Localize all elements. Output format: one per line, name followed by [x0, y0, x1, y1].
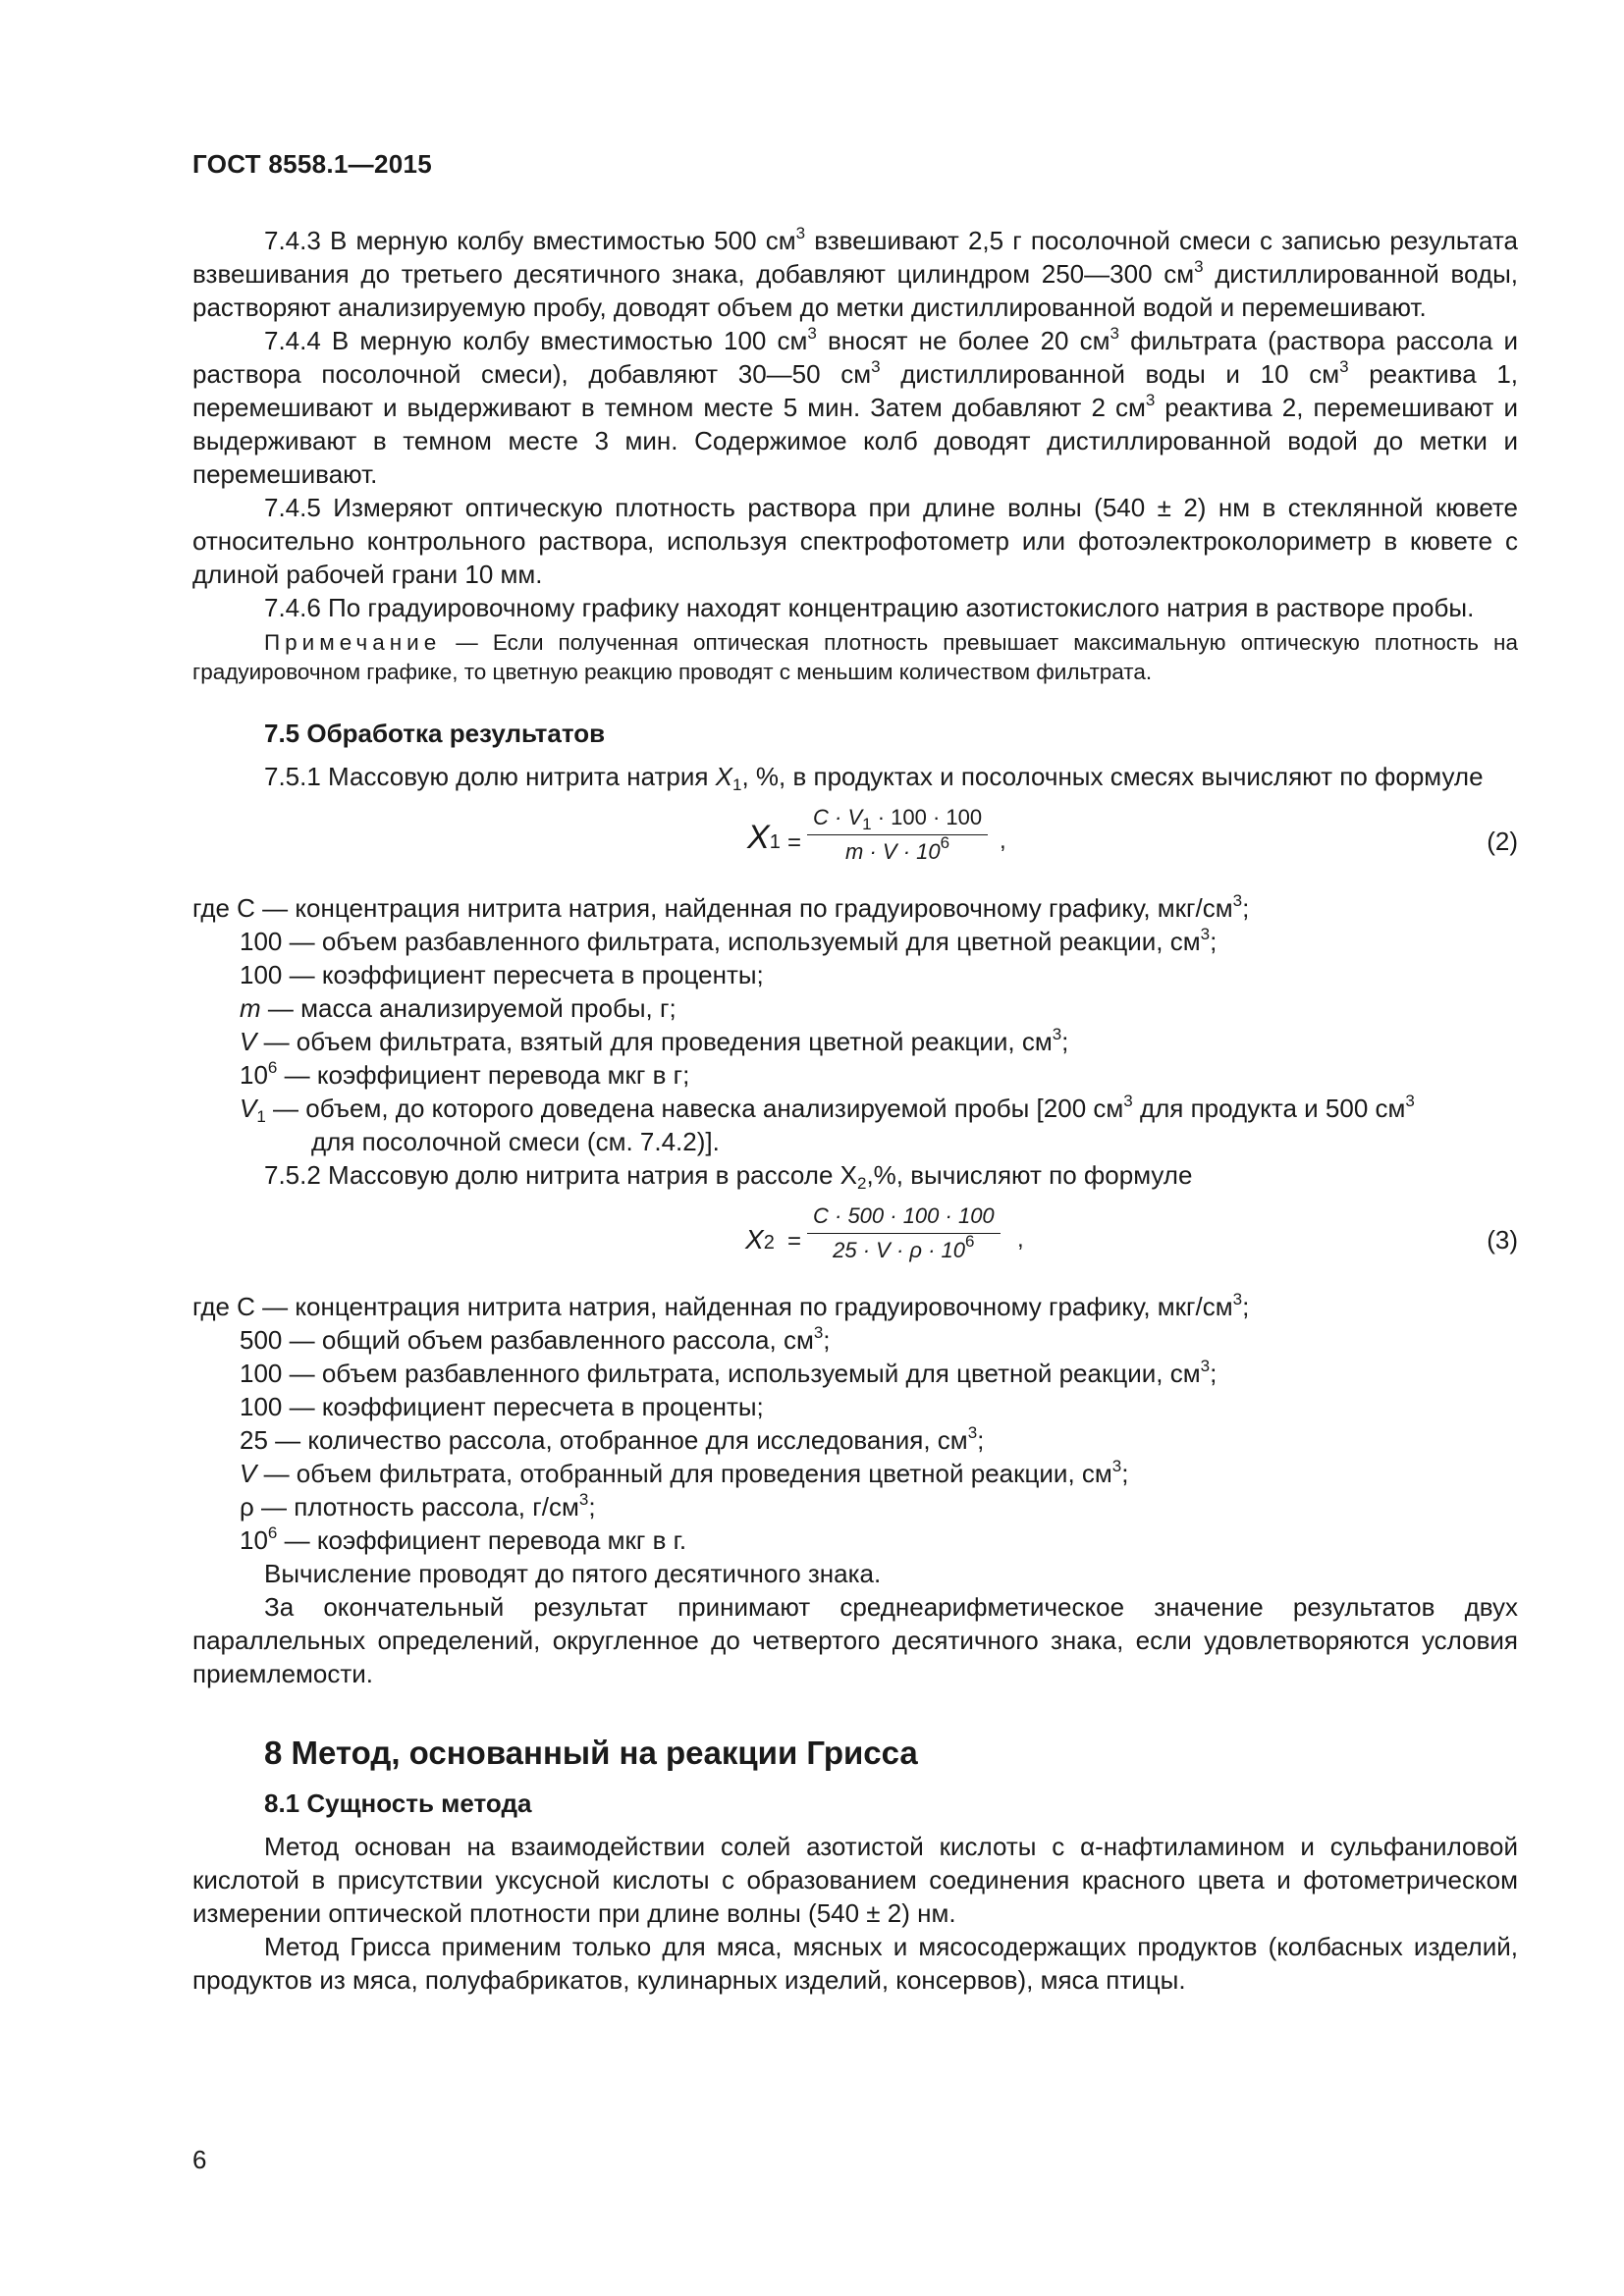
text: 7.5.2 Массовую долю нитрита натрия в рассоле X	[264, 1160, 857, 1190]
superscript: 3	[1200, 1357, 1211, 1375]
fraction-denominator	[807, 1234, 1001, 1265]
text: 7.4.3 В мерную колбу вместимостью 500 см	[264, 226, 796, 255]
text: — объем, до которого доведена навеска анализируемой пробы [200 см	[265, 1094, 1124, 1123]
superscript: 3	[1200, 925, 1211, 943]
text: ;	[1210, 1359, 1218, 1388]
text: ;	[1242, 1292, 1250, 1321]
subscript: 1	[862, 815, 872, 833]
superscript: 3	[871, 357, 881, 376]
text: реактива 1, перемешивают и выдерживают в темном месте 5 мин. Затем добавляют 2 см	[192, 359, 1519, 422]
paragraph-7-4-4	[192, 324, 1518, 491]
definition-v	[240, 1025, 1518, 1058]
text: где С — концентрация нитрита натрия, найденная по градуировочному графику, мкг/см	[192, 1292, 1233, 1321]
paragraph-7-4-6: 7.4.6 По градуировочному графику находят концентрацию азотистокислого натрия в растворе пробы.	[264, 593, 1475, 622]
paragraph-final-result: За окончательный результат принимают среднеарифметическое значение результатов двух параллельных определений, округленное до четвертого десятичного знака, если удовлетворяются условия приемлемости.	[192, 1592, 1518, 1688]
denominator-vars: 25 · V · ρ · 10	[833, 1238, 966, 1262]
definition-25	[240, 1423, 1518, 1457]
text: — объем фильтрата, взятый для проведения цветной реакции, см	[256, 1027, 1053, 1056]
equals-sign: =	[787, 1228, 802, 1255]
paragraph-8-1-principle: Метод основан на взаимодействии солей азотистой кислоты с α-нафтиламином и сульфаниловой кислотой в присутствии уксусной кислоты с образованием соединения красного цвета и фотометрическом измерении оптической плотности при длине волны (540 ± 2) нм.	[192, 1832, 1518, 1928]
section-8-title: 8 Метод, основанный на реакции Грисса	[264, 1735, 918, 1771]
superscript: 3	[578, 1490, 589, 1509]
variable: V	[240, 1094, 257, 1123]
paragraph-8-1-scope: Метод Грисса применим только для мяса, мясных и мясосодержащих продуктов (колбасных изделий, продуктов из мяса, полуфабрикатов, кулинарных изделий, консервов), мяса птицы.	[192, 1932, 1518, 1995]
numerator: C · 500 · 100 · 100	[813, 1203, 995, 1228]
definition-100-filtrate	[240, 925, 1518, 958]
superscript: 6	[940, 833, 950, 852]
definition-rho	[240, 1490, 1518, 1523]
document-header: ГОСТ 8558.1—2015	[192, 149, 433, 179]
subscript: 1	[256, 1107, 266, 1126]
subscript: 1	[769, 831, 781, 853]
page-number: 6	[192, 2145, 207, 2174]
text: 100 — объем разбавленного фильтрата, используемый для цветной реакции, см	[240, 1359, 1201, 1388]
formula-2	[192, 803, 1518, 881]
superscript: 3	[1145, 391, 1156, 409]
superscript: 3	[967, 1423, 978, 1442]
variable: V	[240, 1027, 257, 1056]
definition-10-6-3	[240, 1523, 1518, 1557]
text: дистиллированной воды, растворяют анализируемую пробу, доводят объем до метки дистиллированной водой и перемешивают.	[192, 259, 1519, 322]
text: — коэффициент перевода мкг в г.	[277, 1525, 687, 1555]
text: ;	[1121, 1459, 1129, 1488]
superscript: 6	[267, 1523, 278, 1542]
definition-10-6	[240, 1058, 1518, 1092]
note-label: Примечание	[264, 630, 442, 655]
subscript: 1	[732, 775, 742, 794]
variable: m	[240, 993, 261, 1023]
text: фильтрата (раствора рассола и раствора посолочной смеси), добавляют 30—50 см	[192, 326, 1518, 389]
text: взвешивают 2,5 г посолочной смеси с записью результата взвешивания до третьего десятичного знака, добавляют цилиндром 250—300 см	[192, 226, 1519, 289]
text: — коэффициент перевода мкг в г;	[277, 1060, 690, 1090]
fraction-numerator	[807, 803, 988, 835]
text: ;	[823, 1325, 831, 1355]
superscript: 3	[1339, 357, 1349, 376]
text: ;	[588, 1492, 596, 1522]
denominator-vars: m · V · 10	[845, 839, 941, 864]
note-text: — Если полученная оптическая плотность превышает максимальную оптическую плотность на градуировочном графике, то цветную реакцию проводят с меньшим количеством фильтрата.	[192, 630, 1518, 684]
text: 10	[240, 1060, 268, 1090]
paragraph-7-4-3	[192, 224, 1518, 324]
superscript: 3	[1232, 891, 1243, 910]
formula-comma: ,	[1000, 828, 1006, 854]
subscript: 2	[763, 1232, 775, 1254]
text: — объем фильтрата, отобранный для проведения цветной реакции, см	[256, 1459, 1112, 1488]
section-8-1-title: 8.1 Сущность метода	[264, 1789, 532, 1818]
text: 25 — количество рассола, отобранное для исследования, см	[240, 1425, 968, 1455]
superscript: 3	[1405, 1092, 1415, 1110]
text: ;	[1210, 927, 1218, 956]
text: ;	[977, 1425, 985, 1455]
numerator-vars: C · V	[813, 805, 863, 829]
superscript: 3	[1123, 1092, 1133, 1110]
paragraph-7-5-2	[192, 1158, 1518, 1192]
definition-500	[240, 1323, 1518, 1357]
superscript: 3	[807, 324, 817, 343]
definition-m	[240, 991, 1518, 1025]
text: вносят не более 20 см	[816, 326, 1110, 355]
definition-c-3	[192, 1290, 1518, 1323]
numerator-numbers: · 100 · 100	[871, 805, 983, 829]
text: , %, в продуктах и посолочных смесях вычисляют по формуле	[741, 762, 1484, 791]
formula-comma: ,	[1017, 1226, 1024, 1253]
superscript: 3	[1194, 257, 1204, 276]
definition-100-percent-3: 100 — коэффициент пересчета в проценты;	[240, 1392, 764, 1421]
subscript: 2	[856, 1174, 867, 1193]
superscript: 3	[1110, 324, 1119, 343]
text: 500 — общий объем разбавленного рассола, см	[240, 1325, 814, 1355]
definition-c	[192, 891, 1518, 925]
section-7-5-title: 7.5 Обработка результатов	[264, 719, 606, 748]
definition-100-percent: 100 — коэффициент пересчета в проценты;	[240, 960, 764, 989]
document-body	[192, 224, 1518, 1997]
formula-lhs	[745, 1223, 775, 1259]
text: ;	[1061, 1027, 1069, 1056]
formula-fraction	[807, 803, 988, 867]
superscript: 3	[813, 1323, 824, 1342]
variable: X	[715, 762, 732, 791]
text: ;	[1242, 893, 1250, 923]
superscript: 6	[267, 1058, 278, 1077]
text: 100 — объем разбавленного фильтрата, используемый для цветной реакции, см	[240, 927, 1201, 956]
text: реактива 2, перемешивают и выдерживают в темном месте 3 мин. Содержимое колб доводят дистиллированной водой до метки и перемешивают.	[192, 393, 1518, 489]
paragraph-7-4-5: 7.4.5 Измеряют оптическую плотность раствора при длине волны (540 ± 2) нм в стеклянной кювете относительно контрольного раствора, используя спектрофотометр или фотоэлектроколориметр в кювете с длиной рабочей грани 10 мм.	[192, 493, 1518, 589]
text: 7.4.4 В мерную колбу вместимостью 100 см	[264, 326, 808, 355]
formula-number: (2)	[1487, 827, 1518, 856]
superscript: 3	[795, 224, 806, 242]
variable: X	[745, 1224, 764, 1255]
superscript: 6	[965, 1232, 975, 1251]
formula-lhs	[747, 821, 781, 859]
text: ,%, вычисляют по формуле	[866, 1160, 1193, 1190]
text: для продукта и 500 см	[1132, 1094, 1406, 1123]
fraction-denominator	[807, 835, 988, 867]
text: 7.5.1 Массовую долю нитрита натрия	[264, 762, 716, 791]
formula-3	[192, 1201, 1518, 1280]
text: дистиллированной воды и 10 см	[880, 359, 1340, 389]
equals-sign: =	[787, 829, 802, 856]
definition-100-filtrate-3	[240, 1357, 1518, 1390]
text: — масса анализируемой пробы, г;	[260, 993, 677, 1023]
variable: V	[240, 1459, 257, 1488]
text: ρ — плотность рассола, г/см	[240, 1492, 579, 1522]
fraction-numerator	[807, 1201, 1001, 1234]
formula-fraction	[807, 1201, 1001, 1265]
text: 10	[240, 1525, 268, 1555]
definition-v1-cont: для посолочной смеси (см. 7.4.2)].	[311, 1127, 720, 1156]
superscript: 3	[1232, 1290, 1243, 1308]
variable: X	[747, 819, 770, 856]
definition-v1	[240, 1092, 1518, 1125]
superscript: 3	[1052, 1025, 1062, 1043]
paragraph-calc-precision: Вычисление проводят до пятого десятичного знака.	[264, 1559, 882, 1588]
formula-number: (3)	[1487, 1225, 1518, 1255]
note	[192, 628, 1518, 687]
superscript: 3	[1111, 1457, 1122, 1475]
paragraph-7-5-1	[192, 760, 1518, 793]
text: где С — концентрация нитрита натрия, найденная по градуировочному графику, мкг/см	[192, 893, 1233, 923]
definition-v-3	[240, 1457, 1518, 1490]
